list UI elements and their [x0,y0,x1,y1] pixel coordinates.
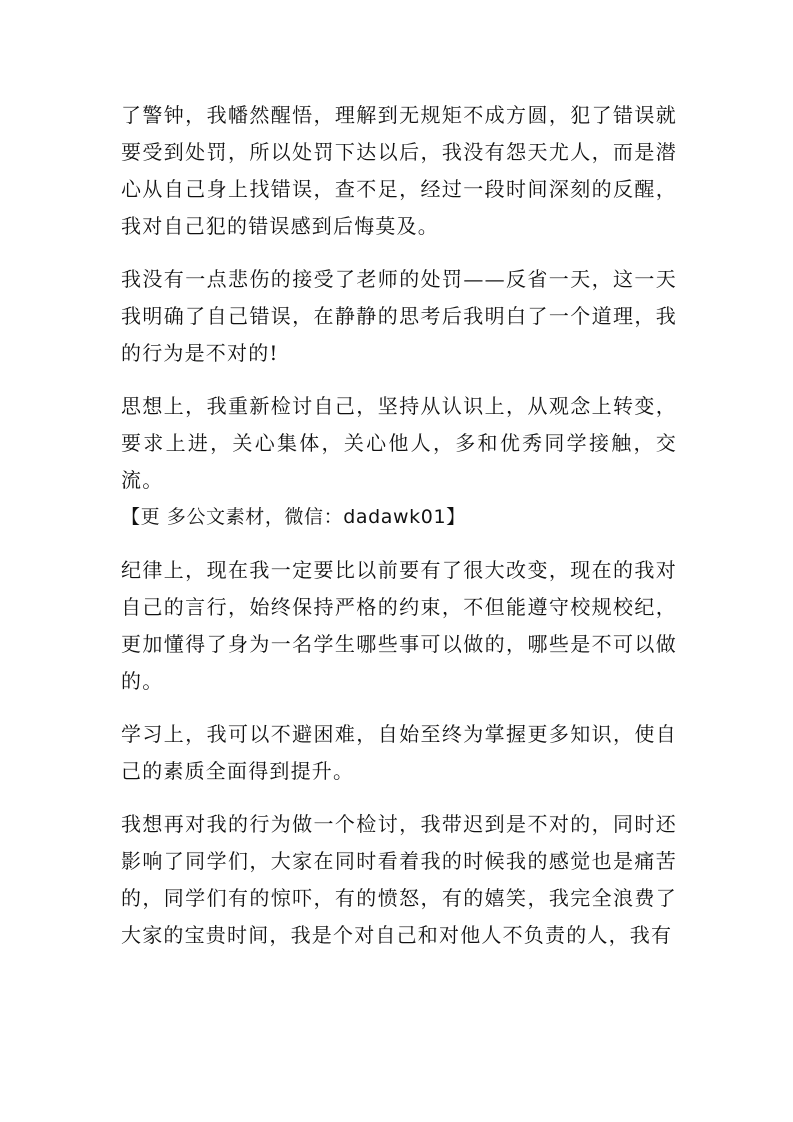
document-body [121,97,677,970]
paragraph-4: 纪律上，现在我一定要比以前要有了很大改变，现在的我对自己的言行，始终保持严格的约束，不但能遵守校规校纪，更加懂得了身为一名学生哪些事可以做的，哪些是不可以做的。 [121,558,677,693]
paragraph-6: 我想再对我的行为做一个检讨，我带迟到是不对的，同时还影响了同学们，大家在同时看着我的时候我的感觉也是痛苦的，同学们有的惊吓，有的愤怒，有的嬉笑，我完全浪费了大家的宝贵时间，我是个对自己和对他人不负责的人，我有 [121,812,677,947]
paragraph-2: 我没有一点悲伤的接受了老师的处罚——反省一天，这一天我明确了自己错误，在静静的思考后我明白了一个道理，我的行为是不对的! [121,267,677,365]
promo-note: 【更 多公文素材，微信：dadawk01】 [121,506,466,528]
paragraph-1: 了警钟，我幡然醒悟，理解到无规矩不成方圆，犯了错误就要受到处罚，所以处罚下达以后，我没有怨天尤人，而是潜心从自己身上找错误，查不足，经过一段时间深刻的反醒，我对自己犯的错误感到后悔莫及。 [121,103,677,238]
paragraph-5: 学习上，我可以不避困难，自始至终为掌握更多知识，使自己的素质全面得到提升。 [121,722,677,783]
paragraph-3: 思想上，我重新检讨自己，坚持从认识上，从观念上转变，要求上进，关心集体，关心他人，多和优秀同学接触，交流。 [121,394,677,492]
